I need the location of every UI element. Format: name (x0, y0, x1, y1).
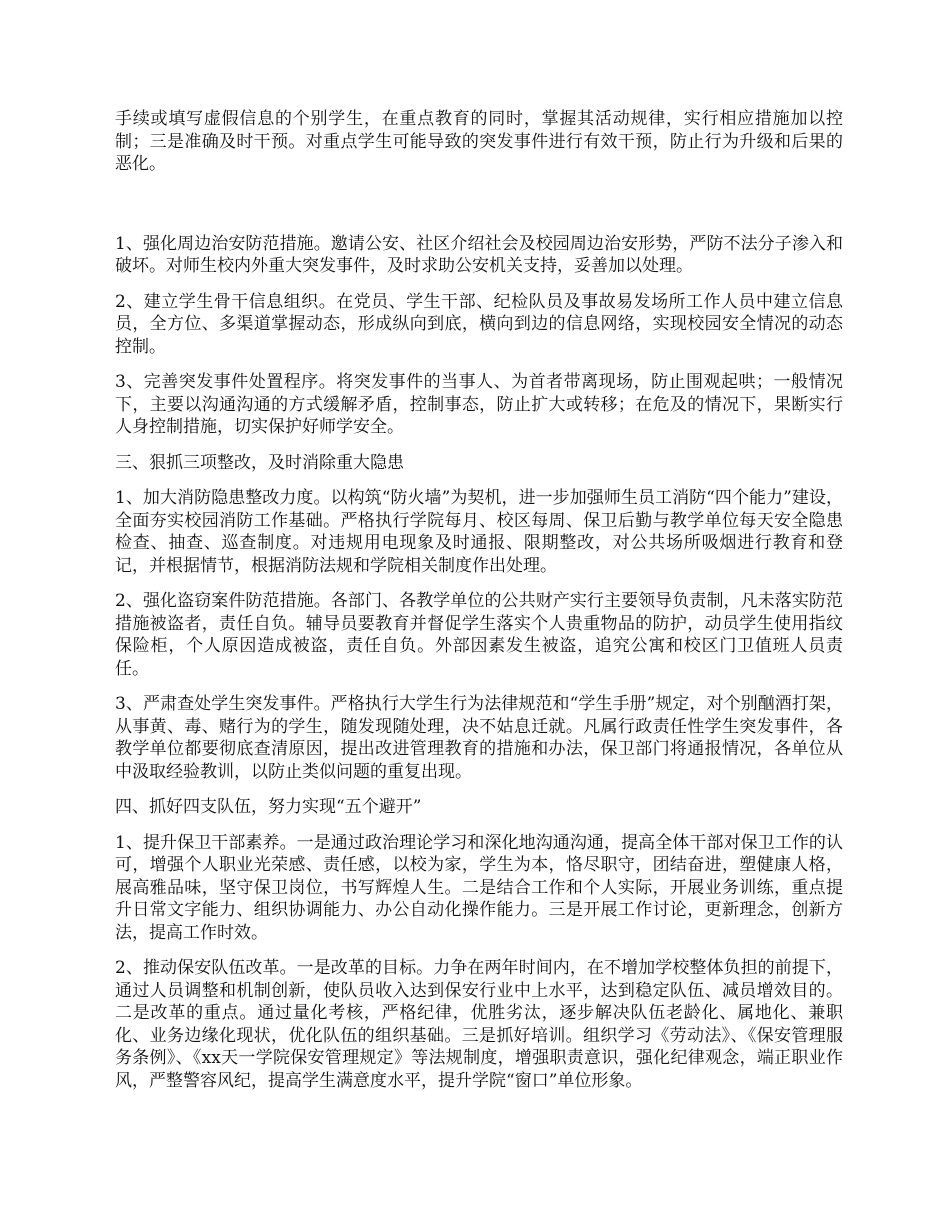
paragraph-student-incidents: 3、严肃查处学生突发事件。严格执行大学生行为法律规范和“学生手册”规定，对个别酗酒打架，从事黄、毒、赌行为的学生，随发现随处理，决不姑息迁就。凡属行政责任性学生突发事件，各教学单位都要彻底查清原因，提出改进管理教育的措施和办法，保卫部门将通报情况，各单位从中汲取经验教训，以防止类似问题的重复出现。 (115, 694, 843, 782)
paragraph-theft-prevention: 2、强化盗窃案件防范措施。各部门、各教学单位的公共财产实行主要领导负责制，凡未落实防范措施被盗者，责任自负。辅导员要教育并督促学生落实个人贵重物品的防护，动员学生使用指纹保险柜，个人原因造成被盗，责任自负。外部因素发生被盗，追究公寓和校区门卫值班人员责任。 (115, 591, 843, 679)
paragraph-item-2-informants: 2、建立学生骨干信息组织。在党员、学生干部、纪检队员及事故易发场所工作人员中建立信息员，全方位、多渠道掌握动态，形成纵向到底，横向到边的信息网络，实现校园安全情况的动态控制。 (115, 291, 843, 357)
section-heading-three: 三、狠抓三项整改，及时消除重大隐患 (115, 452, 404, 473)
paragraph-intro-continuation: 手续或填写虚假信息的个别学生，在重点教育的同时，掌握其活动规律，实行相应措施加以控制；三是准确及时干预。对重点学生可能导致的突发事件进行有效干预，防止行为升级和后果的恶化。 (115, 109, 843, 174)
section-heading-four: 四、抓好四支队伍，努力实现“五个避开” (115, 797, 422, 817)
document-body (115, 108, 843, 1105)
paragraph-fire-safety: 1、加大消防隐患整改力度。以构筑“防火墙”为契机，进一步加强师生员工消防“四个能力”建设，全面夯实校园消防工作基础。严格执行学院每月、校区每周、保卫后勤与教学单位每天安全隐患检查、抽查、巡查制度。对违规用电现象及时通报、限期整改，对公共场所吸烟进行教育和登记，并根据情节，根据消防法规和学院相关制度作出处理。 (115, 488, 843, 576)
paragraph-cadre-quality: 1、提升保卫干部素养。一是通过政治理论学习和深化地沟通沟通，提高全体干部对保卫工作的认可，增强个人职业光荣感、责任感，以校为家，学生为本，恪尽职守，团结奋进，塑健康人格，展高雅品味，坚守保卫岗位，书写辉煌人生。二是结合工作和个人实际，开展业务训练，重点提升日常文字能力、组织协调能力、办公自动化操作能力。三是开展工作讨论，更新理念，创新方法，提高工作时效。 (115, 832, 843, 943)
paragraph-item-3-emergency: 3、完善突发事件处置程序。将突发事件的当事人、为首者带离现场，防止围观起哄；一般情况下，主要以沟通沟通的方式缓解矛盾，控制事态，防止扩大或转移；在危及的情况下，果断实行人身控制措施，切实保护好师学安全。 (115, 372, 843, 437)
paragraph-item-1-patrol: 1、强化周边治安防范措施。邀请公安、社区介绍社会及校园周边治安形势，严防不法分子渗入和破坏。对师生校内外重大突发事件，及时求助公安机关支持，妥善加以处理。 (115, 233, 843, 276)
paragraph-security-reform: 2、推动保安队伍改革。一是改革的目标。力争在两年时间内，在不增加学校整体负担的前提下，通过人员调整和机制创新，使队员收入达到保安行业中上水平，达到稳定队伍、减员增效目的。二是改革的重点。通过量化考核，严格纪律，优胜劣汰，逐步解决队伍老龄化、属地化、兼职化、业务边缘化现状，优化队伍的组织基础。三是抓好培训。组织学习《劳动法》、《保安管理服务条例》、《xx天一学院保安管理规定》等法规制度，增强职责意识，强化纪律观念，端正职业作风，严整警容风纪，提高学生满意度水平，提升学院“窗口”单位形象。 (115, 958, 843, 1091)
